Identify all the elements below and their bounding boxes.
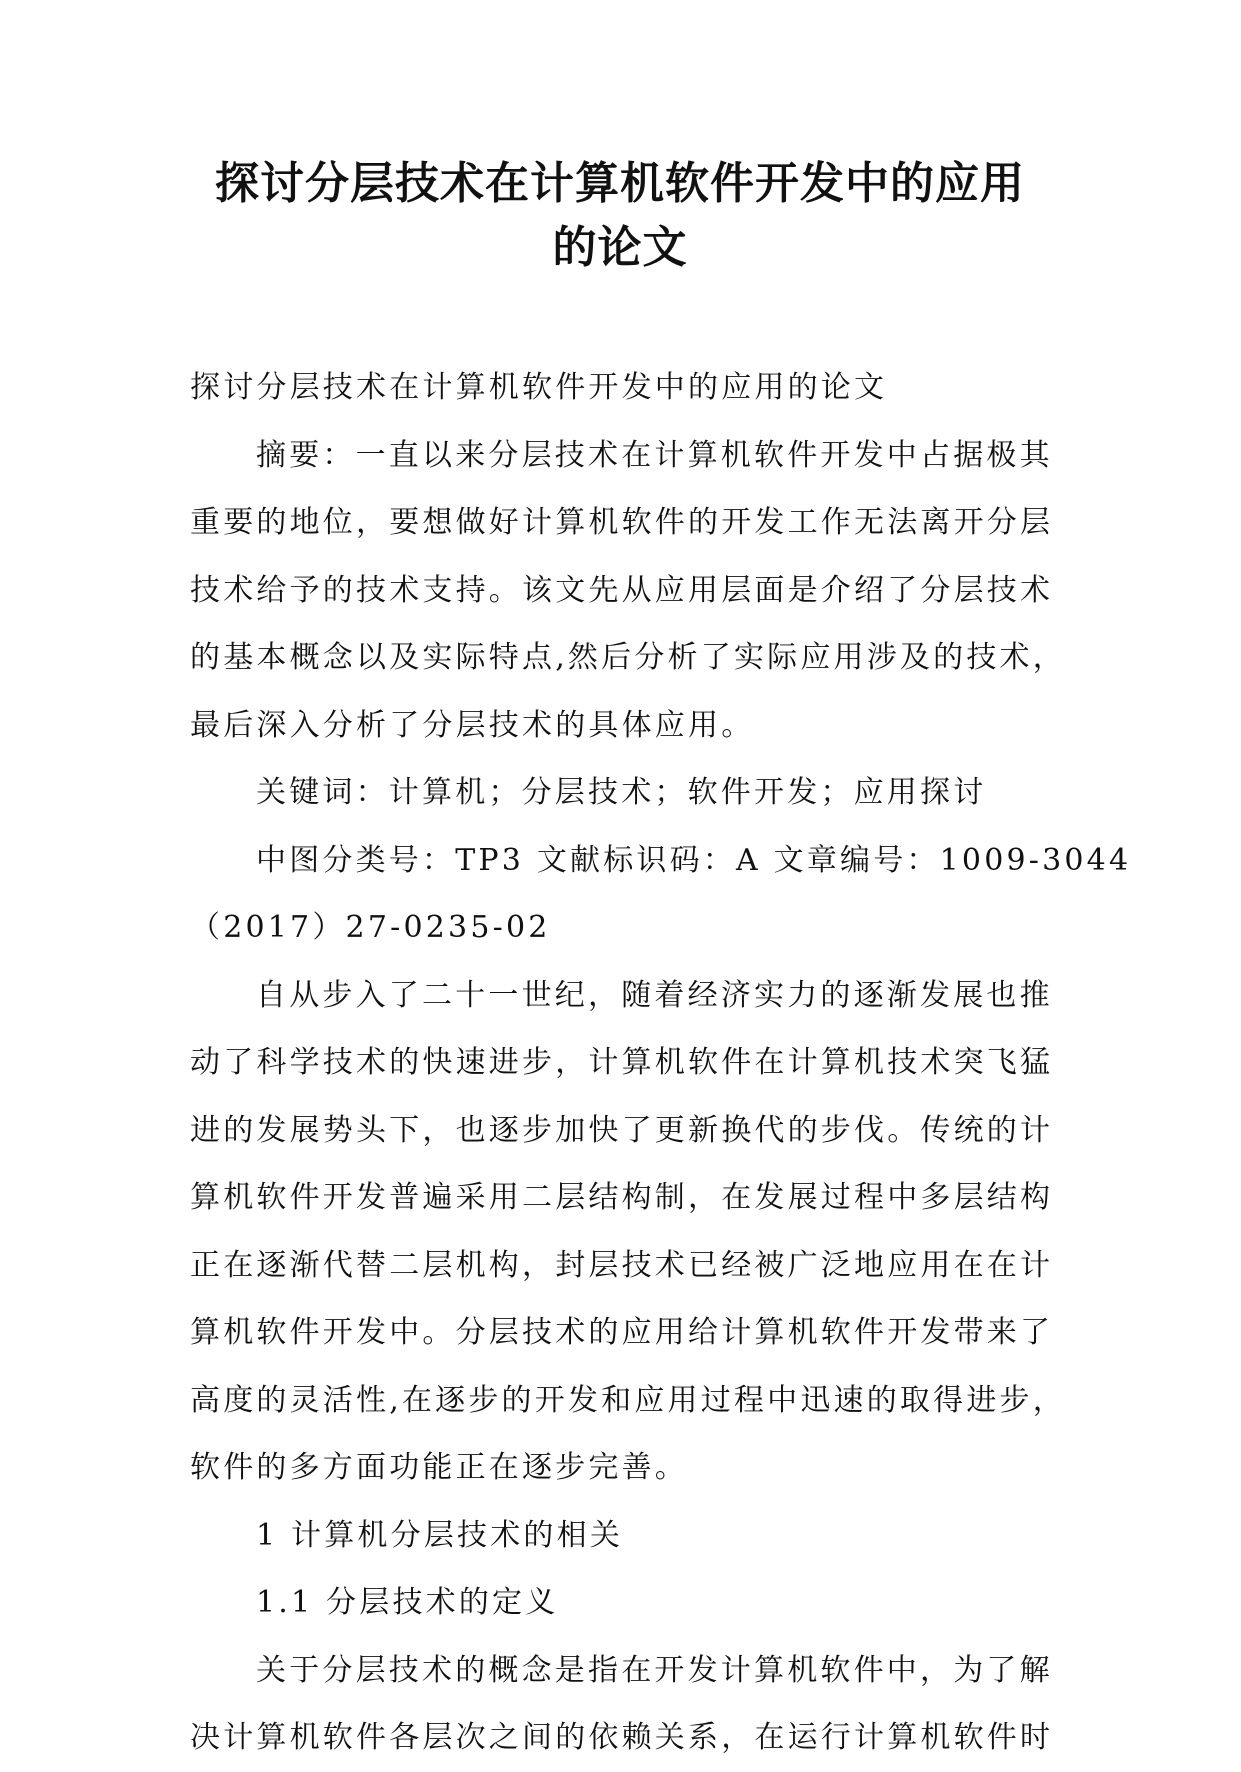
abstract-line: 重要的地位，要想做好计算机软件的开发工作无法离开分层 (190, 505, 1054, 540)
paragraph-line: 决计算机软件各层次之间的依赖关系，在运行计算机软件时 (190, 1720, 1054, 1755)
classification-line: （2017）27-0235-02 (190, 910, 551, 945)
classification-line: 中图分类号：TP3 文献标识码：A 文章编号：1009-3044 (256, 842, 1132, 878)
title-line: 探讨分层技术在计算机软件开发中的应用 (215, 158, 1025, 209)
paragraph-line: 关于分层技术的概念是指在开发计算机软件中，为了解 (256, 1652, 1053, 1688)
abstract-line: 最后深入分析了分层技术的具体应用。 (190, 707, 755, 743)
paragraph-line: 算机软件开发普遍采用二层结构制，在发展过程中多层结构 (190, 1180, 1054, 1215)
paragraph-line: 算机软件开发中。分层技术的应用给计算机软件开发带来了 (190, 1315, 1054, 1350)
paragraph-line: 高度的灵活性,在逐步的开发和应用过程中迅速的取得进步， (190, 1382, 1066, 1418)
title-line: 的论文 (552, 222, 688, 273)
subsection-heading: 1.1 分层技术的定义 (256, 1585, 559, 1620)
document-body (190, 354, 1132, 1772)
paragraph-line: 正在逐渐代替二层机构，封层技术已经被广泛地应用在在计 (190, 1247, 1054, 1283)
paragraph-line: 进的发展势头下，也逐步加快了更新换代的步伐。传统的计 (190, 1112, 1054, 1148)
abstract-line: 摘要：一直以来分层技术在计算机软件开发中占据极其 (256, 437, 1053, 473)
keywords-line: 关键词：计算机；分层技术；软件开发；应用探讨 (256, 775, 987, 810)
paragraph-line: 软件的多方面功能正在逐步完善。 (190, 1450, 688, 1485)
document-title (150, 152, 1090, 280)
abstract-line: 技术给予的技术支持。该文先从应用层面是介绍了分层技术 (190, 572, 1054, 608)
subtitle-line: 探讨分层技术在计算机软件开发中的应用的论文 (190, 370, 888, 405)
paragraph-line: 动了科学技术的快速进步，计算机软件在计算机技术突飞猛 (190, 1045, 1054, 1080)
paragraph-line: 自从步入了二十一世纪，随着经济实力的逐渐发展也推 (256, 977, 1053, 1013)
section-heading: 1 计算机分层技术的相关 (256, 1517, 624, 1553)
abstract-line: 的基本概念以及实际特点,然后分析了实际应用涉及的技术， (190, 640, 1066, 675)
